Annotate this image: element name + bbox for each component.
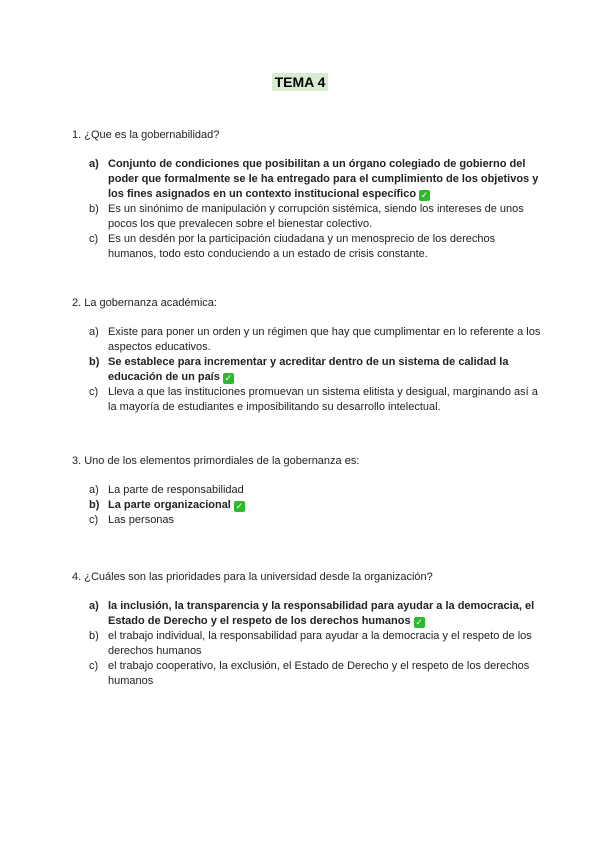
correct-check-icon: ✓ (224, 373, 233, 383)
option-b (72, 355, 542, 385)
option-text: Existe para poner un orden y un régimen que hay que cumplimentar en lo referente a los aspectos educativos. (108, 326, 541, 353)
question-text: 3. Uno de los elementos primordiales de la gobernanza es: (72, 455, 360, 467)
option-letter: c) (89, 386, 99, 398)
options-list (72, 599, 542, 689)
page-title: TEMA 4 (272, 73, 329, 91)
option-text: Lleva a que las instituciones promuevan un sistema elitista y desigual, marginando así a la mayoría de estudiantes e imposibilitando su desarrollo intelectual. (108, 386, 538, 413)
option-text: Las personas (108, 514, 175, 526)
option-text: Se establece para incrementar y acreditar dentro de un sistema de calidad la educación de un país (108, 356, 509, 383)
option-text: el trabajo individual, la responsabilidad para ayudar a la democracia y el respeto de los derechos humanos (108, 630, 532, 657)
question-text: 1. ¿Que es la gobernabilidad? (72, 129, 220, 141)
option-letter: c) (89, 233, 99, 245)
correct-check-icon: ✓ (235, 501, 244, 511)
option-text: la inclusión, la transparencia y la responsabilidad para ayudar a la democracia, el Estado de Derecho y el respeto de los derechos humanos (108, 600, 535, 627)
option-letter: c) (89, 660, 99, 672)
options-list (72, 157, 542, 262)
question-1 (72, 128, 542, 262)
option-b (72, 629, 542, 659)
question-2 (72, 296, 542, 415)
option-c (72, 659, 542, 689)
correct-check-icon: ✓ (415, 617, 423, 627)
option-letter: a) (89, 326, 99, 338)
option-letter: b) (89, 203, 99, 215)
question-text: 4. ¿Cuáles son las prioridades para la universidad desde la organización? (72, 571, 433, 583)
option-letter: c) (89, 514, 99, 526)
option-c (72, 385, 542, 415)
option-b (72, 498, 542, 513)
option-b (72, 202, 542, 232)
option-a (72, 483, 542, 498)
option-letter: b) (89, 356, 100, 368)
options-list (72, 325, 542, 415)
option-letter: b) (89, 630, 99, 642)
question-3 (72, 454, 542, 528)
option-c (72, 232, 542, 262)
option-letter: a) (89, 484, 99, 496)
option-text: el trabajo cooperativo, la exclusión, el Estado de Derecho y el respeto de los derechos humanos (108, 660, 530, 687)
options-list (72, 483, 542, 528)
option-a (72, 157, 542, 202)
option-text: Es un desdén por la participación ciudadana y un menosprecio de los derechos humanos, todo esto conduciendo a un estado de crisis constante. (108, 233, 496, 260)
option-text: La parte organizacional (108, 499, 231, 511)
option-text: Es un sinónimo de manipulación y corrupción sistémica, siendo los intereses de unos pocos los que prevalecen sobre el bienestar colectivo. (108, 203, 524, 230)
question-4 (72, 570, 542, 689)
option-text: La parte de responsabilidad (108, 484, 244, 496)
option-text: Conjunto de condiciones que posibilitan a un órgano colegiado de gobierno del poder que formalmente se le ha entregado para el cumplimiento de los objetivos y los fines asignados en un contexto institucional específico (108, 158, 539, 200)
option-letter: a) (89, 600, 99, 612)
option-c (72, 513, 542, 528)
option-a (72, 325, 542, 355)
option-letter: b) (89, 499, 100, 511)
option-a (72, 599, 542, 629)
question-text: 2. La gobernanza académica: (72, 297, 217, 309)
option-letter: a) (89, 158, 99, 170)
correct-check-icon: ✓ (420, 190, 429, 200)
